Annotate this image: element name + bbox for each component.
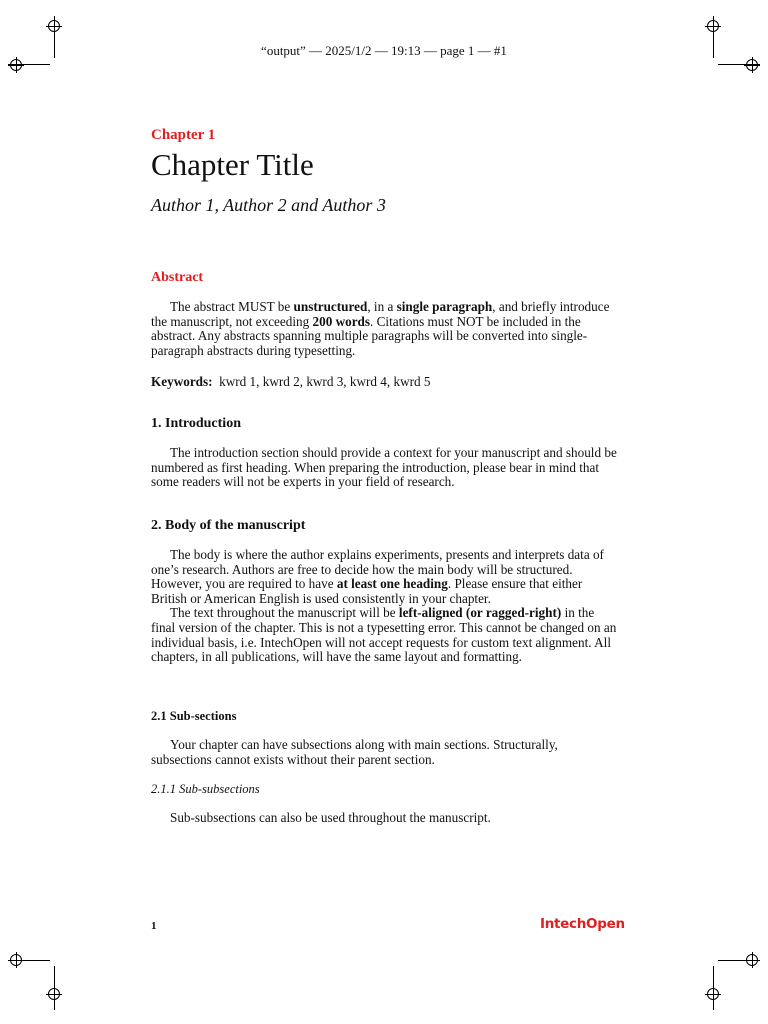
chapter-title: Chapter Title: [151, 147, 314, 182]
subsections-heading: 2.1 Sub-sections: [151, 709, 237, 723]
body-p2-text-1: The text throughout the manuscript will be: [170, 605, 399, 621]
intechopen-logo: IntechOpen: [540, 916, 625, 932]
introduction-heading: 1. Introduction: [151, 416, 241, 431]
keywords-label: Keywords:: [151, 374, 213, 389]
crop-mark-bottom-left: [8, 950, 68, 1010]
abstract-heading: Abstract: [151, 270, 204, 285]
subsubsections-heading: 2.1.1 Sub-subsections: [151, 782, 260, 796]
abstract-bold-3: 200 words: [312, 313, 371, 329]
body-p1-bold: at least one heading: [336, 576, 448, 592]
body-heading: 2. Body of the manuscript: [151, 518, 306, 533]
chapter-label: Chapter 1: [151, 127, 216, 143]
body-paragraph-1: [151, 548, 621, 606]
body-p2-bold: left-aligned (or ragged-right): [398, 605, 562, 621]
abstract-text-1: The abstract MUST be: [170, 299, 294, 314]
keywords: [151, 374, 430, 390]
abstract-paragraph: [151, 300, 621, 358]
body-paragraph-2: [151, 606, 621, 664]
subsubsections-paragraph: Sub-subsections can also be used throughout the manuscript.: [170, 810, 491, 825]
page-number: 1: [151, 920, 157, 932]
running-head: “output” — 2025/1/2 — 19:13 — page 1 — #1: [261, 43, 507, 58]
crop-mark-bottom-right: [700, 950, 760, 1010]
body-p1-text-2: . Please ensure that either British or American English is used consistently in your chapter.: [151, 576, 583, 606]
abstract-bold-2: single paragraph: [396, 299, 493, 314]
introduction-paragraph: The introduction section should provide a context for your manuscript and should be numbered as first heading. When preparing the introduction, please bear in mind that some readers will not be experts in your field of research.: [151, 445, 617, 490]
abstract-text-3: , and briefly introduce the manuscript, not exceeding: [151, 299, 610, 329]
abstract-bold-1: unstructured: [293, 299, 368, 314]
chapter-authors: Author 1, Author 2 and Author 3: [151, 195, 386, 215]
abstract-body: [151, 300, 621, 358]
subsections-body: [151, 738, 621, 767]
subsections-paragraph: Your chapter can have subsections along with main sections. Structurally, subsections cannot exists without their parent section.: [151, 737, 558, 767]
body-p1-text-1: The body is where the author explains experiments, presents and interprets data of one’s research. Authors are free to decide how the main body will be structured. However, you are required to have: [151, 547, 604, 592]
subsubsections-body: [151, 811, 621, 826]
keywords-value: kwrd 1, kwrd 2, kwrd 3, kwrd 4, kwrd 5: [219, 374, 431, 389]
body-p2-text-2: in the final version of the chapter. This is not a typesetting error. This cannot be changed on an individual basis, i.e. IntechOpen will not accept requests for custom text alignment. All chapters, in all publications, will have the same layout and formatting.: [151, 605, 617, 665]
abstract-text-2: , in a: [367, 299, 397, 314]
abstract-text-4: . Citations must NOT be included in the abstract. Any abstracts spanning multiple paragraphs will be converted into single-paragraph abstracts during typesetting.: [151, 313, 588, 358]
body-content: [151, 548, 621, 665]
introduction-body: [151, 446, 621, 490]
